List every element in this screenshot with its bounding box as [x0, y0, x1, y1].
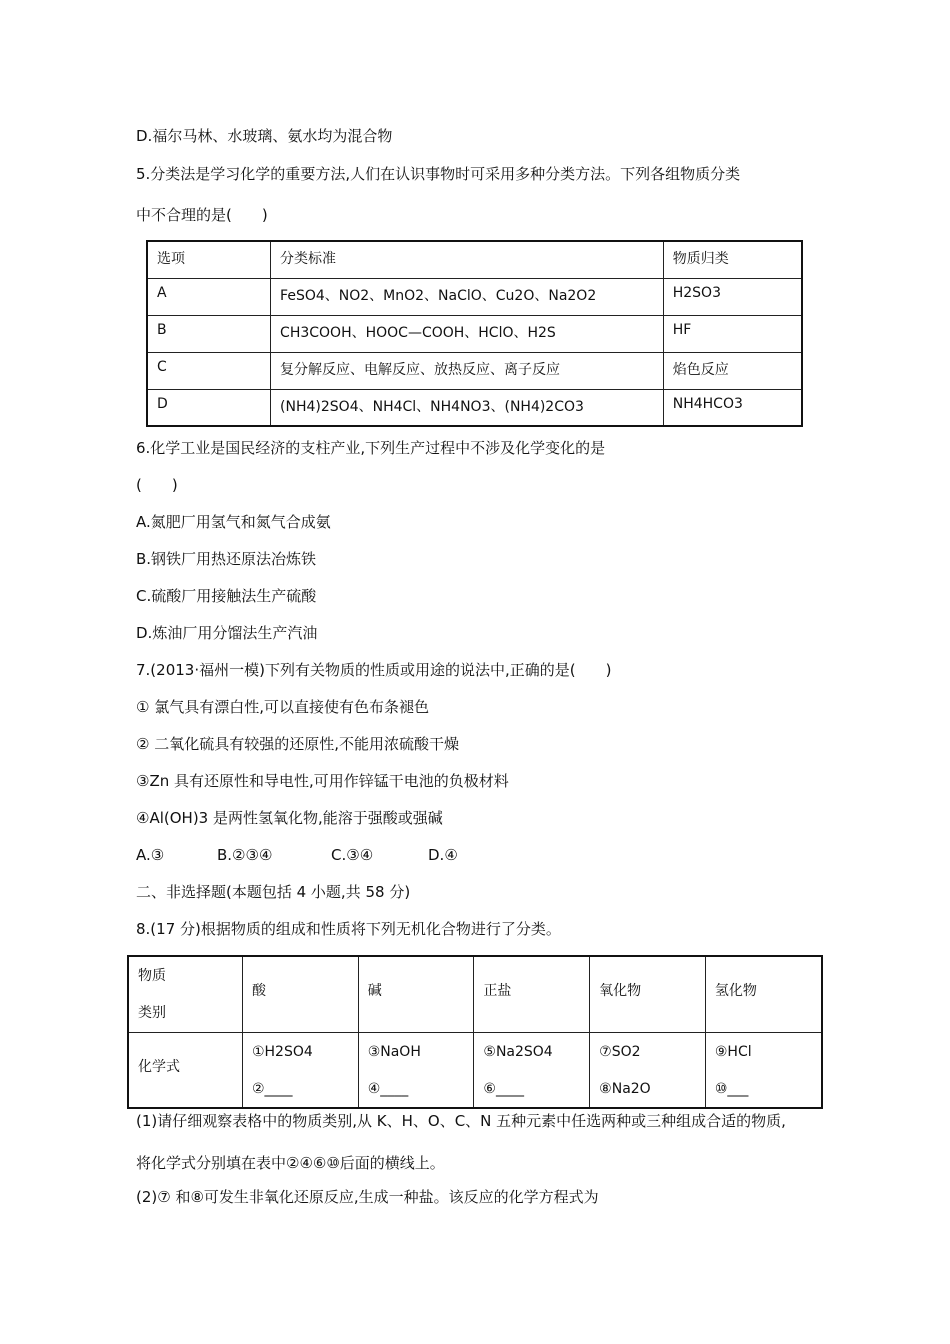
option-d: D.④ [428, 846, 458, 864]
question-5-line-2: 中不合理的是( ) [136, 206, 268, 224]
table-cell: D [147, 389, 271, 426]
question-6-option-d: D.炼油厂用分馏法生产汽油 [136, 624, 318, 642]
table-header-cell: 物质 类别 [128, 956, 242, 1032]
compound-table [127, 955, 823, 1109]
table-cell: 复分解反应、电解反应、放热反应、离子反应 [271, 352, 664, 389]
table-row [147, 352, 802, 389]
question-8-part-1-line-1: (1)请仔细观察表格中的物质类别,从 K、H、O、C、N 五种元素中任选两种或三种组成合适的物质, [136, 1112, 786, 1130]
question-7-statement-4: ④Al(OH)3 是两性氢氧化物,能溶于强酸或强碱 [136, 809, 443, 827]
table-cell: C [147, 352, 271, 389]
table-cell: ⑤Na2SO4 ⑥____ [474, 1032, 590, 1108]
table-header-row [128, 956, 822, 1032]
table-cell: B [147, 315, 271, 352]
table-cell: H2SO3 [663, 278, 802, 315]
table-cell: FeSO4、NO2、MnO2、NaClO、Cu2O、Na2O2 [271, 278, 664, 315]
table-row [128, 1032, 822, 1108]
table-header-cell: 酸 [242, 956, 358, 1032]
question-7-statement-3: ③Zn 具有还原性和导电性,可用作锌锰干电池的负极材料 [136, 772, 509, 790]
question-6-line-2: ( ) [136, 476, 178, 494]
table-header-cell: 碱 [358, 956, 474, 1032]
table-header-row [147, 241, 802, 278]
table-cell: HF [663, 315, 802, 352]
question-7-statement-2: ② 二氧化硫具有较强的还原性,不能用浓硫酸干燥 [136, 735, 459, 753]
question-8-part-1-line-2: 将化学式分别填在表中②④⑥⑩后面的横线上。 [136, 1154, 445, 1172]
question-8-part-2: (2)⑦ 和⑧可发生非氧化还原反应,生成一种盐。该反应的化学方程式为 [136, 1188, 599, 1206]
question-6-line-1: 6.化学工业是国民经济的支柱产业,下列生产过程中不涉及化学变化的是 [136, 439, 606, 457]
classification-table [146, 240, 803, 427]
table-cell: ⑦SO2 ⑧Na2O [590, 1032, 706, 1108]
question-6-option-b: B.钢铁厂用热还原法冶炼铁 [136, 550, 317, 568]
blank-10: ⑩___ [714, 1080, 749, 1097]
table-cell: CH3COOH、HOOC—COOH、HClO、H2S [271, 315, 664, 352]
table-row [147, 389, 802, 426]
section-2-heading: 二、非选择题(本题包括 4 小题,共 58 分) [136, 883, 411, 901]
blank-2: ②____ [251, 1080, 293, 1097]
table-header-cell: 分类标准 [271, 241, 664, 278]
table-cell: A [147, 278, 271, 315]
question-7: 7.(2013·福州一模)下列有关物质的性质或用途的说法中,正确的是( ) [136, 661, 612, 679]
option-c: C.③④ [331, 846, 374, 864]
line-option-d: D.福尔马林、水玻璃、氨水均为混合物 [136, 127, 393, 145]
option-a: A.③ [136, 846, 165, 864]
table-cell: (NH4)2SO4、NH4Cl、NH4NO3、(NH4)2CO3 [271, 389, 664, 426]
table-row [147, 315, 802, 352]
blank-6: ⑥____ [483, 1080, 524, 1097]
table-header-cell: 氢化物 [705, 956, 822, 1032]
question-5-line-1: 5.分类法是学习化学的重要方法,人们在认识事物时可采用多种分类方法。下列各组物质分类 [136, 165, 741, 183]
table-header-cell: 正盐 [474, 956, 590, 1032]
table-header-cell: 选项 [147, 241, 271, 278]
table-cell: 焰色反应 [663, 352, 802, 389]
table-row-label: 化学式 [128, 1032, 242, 1108]
question-6-option-c: C.硫酸厂用接触法生产硫酸 [136, 587, 317, 605]
table-header-cell: 物质归类 [663, 241, 802, 278]
table-header-cell: 氧化物 [590, 956, 706, 1032]
table-cell: ③NaOH ④____ [358, 1032, 474, 1108]
question-8: 8.(17 分)根据物质的组成和性质将下列无机化合物进行了分类。 [136, 920, 561, 938]
blank-4: ④____ [367, 1080, 409, 1097]
question-6-option-a: A.氮肥厂用氢气和氮气合成氨 [136, 513, 331, 531]
question-7-statement-1: ① 氯气具有漂白性,可以直接使有色布条褪色 [136, 698, 429, 716]
table-cell: NH4HCO3 [663, 389, 802, 426]
table-row [147, 278, 802, 315]
table-cell: ⑨HCl ⑩___ [705, 1032, 822, 1108]
option-b: B.②③④ [217, 846, 273, 864]
table-cell: ①H2SO4 ②____ [242, 1032, 358, 1108]
question-7-options [136, 845, 458, 865]
